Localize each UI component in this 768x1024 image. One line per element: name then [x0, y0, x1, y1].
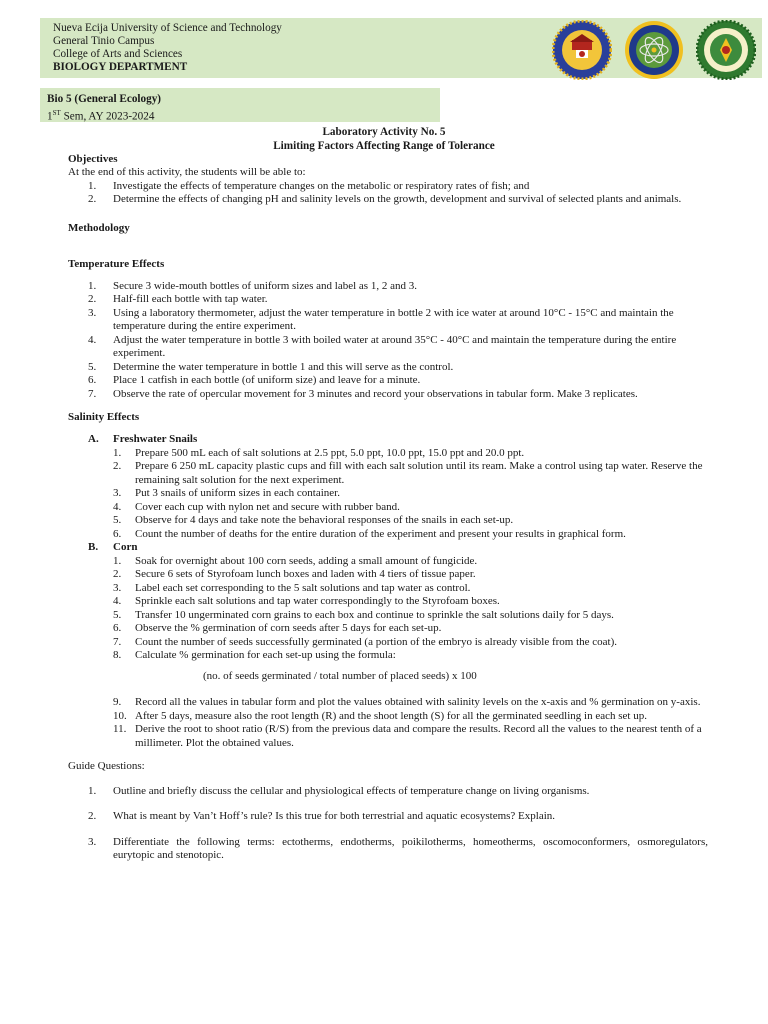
snails-heading: A. Freshwater Snails: [88, 433, 198, 445]
college-name: College of Arts and Sciences: [53, 48, 183, 60]
semester-year: Sem, AY 2023-2024: [60, 110, 155, 123]
list-item: 2. Secure 6 sets of Styrofoam lunch boxes and laden with 4 tiers of tissue paper.: [113, 568, 476, 580]
list-item: 5. Transfer 10 ungerminated corn grains to each box and continue to sprinkle the salt solutions daily for 5 days.: [113, 608, 614, 621]
list-item: 4. Adjust the water temperature in bottle 3 with boiled water at around 35°C - 40°C and maintain the temperature during the entire experiment.: [88, 333, 677, 359]
list-item: 3. Differentiate the following terms: ectotherms, endotherms, poikilotherms, homeotherms, oscomoconformers, osmoregulators, eurytopic and stenotopic.: [88, 835, 708, 861]
university-seal-logo: [552, 20, 612, 80]
list-item: 4. Cover each cup with nylon net and secure with rubber band.: [113, 500, 400, 513]
list-item: 1. Secure 3 wide-mouth bottles of uniform sizes and label as 1, 2 and 3.: [88, 279, 417, 292]
list-item: 6. Count the number of deaths for the entire duration of the experiment and present your results in graphical form.: [113, 527, 626, 540]
activity-title: Limiting Factors Affecting Range of Tolerance: [273, 140, 495, 152]
list-item: 9. Record all the values in tabular form and plot the values obtained with salinity levels on the x-axis and % germination on y-axis.: [113, 696, 701, 708]
university-name: Nueva Ecija University of Science and Technology: [53, 22, 282, 34]
salinity-heading: Salinity Effects: [68, 411, 140, 423]
department-name: BIOLOGY DEPARTMENT: [53, 61, 188, 73]
objective-2: Determine the effects of changing pH and salinity levels on the growth, development and survival of selected plants and animals.: [113, 193, 682, 205]
list-item: 11. Derive the root to shoot ratio (R/S) from the previous data and compare the results. Record all the values to the nearest tenth of a millimeter. Plot the obtained values.: [113, 723, 702, 749]
list-item: 1. Soak for overnight about 100 corn seeds, adding a small amount of fungicide.: [113, 554, 478, 567]
list-item: 8. Calculate % germination for each set-up using the formula:: [113, 649, 396, 661]
list-item: 10. After 5 days, measure also the root length (R) and the shoot length (S) for all the germinated seedling in each set up.: [113, 709, 647, 722]
logo-group: [552, 20, 762, 80]
course-block: [47, 92, 161, 124]
list-item: 1. Investigate the effects of temperature changes on the metabolic or respiratory rates of fish; and: [88, 179, 530, 192]
activity-title-block: [0, 125, 768, 153]
objectives-intro: At the end of this activity, the students will be able to:: [68, 166, 306, 178]
semester-number: 1: [47, 110, 53, 123]
methodology-heading: Methodology: [68, 221, 130, 234]
semester-line: [47, 106, 161, 124]
list-item: 4. Sprinkle each salt solutions and tap water correspondingly to the Styrofoam boxes.: [113, 595, 500, 607]
list-item: 1. Outline and briefly discuss the cellular and physiological effects of temperature change on living organisms.: [88, 784, 590, 797]
snails-list: [68, 447, 708, 542]
corn-list: [68, 555, 708, 751]
list-item: 3. Using a laboratory thermometer, adjust the water temperature in bottle 2 with ice water at around 10°C - 15°C and maintain the temperature during the entire experiment.: [88, 306, 674, 332]
list-item: 2. Prepare 6 250 mL capacity plastic cups and fill with each salt solution until its ream. Make a control using tap water. Reserve the remaining salt solution for the next experiment.: [113, 460, 703, 486]
list-item: 1. Prepare 500 mL each of salt solutions at 2.5 ppt, 5.0 ppt, 10.0 ppt, 15.0 ppt and 20.0 ppt.: [113, 446, 525, 459]
list-item: 5. Observe for 4 days and take note the behavioral responses of the snails in each set-up.: [113, 514, 514, 526]
arts-sciences-seal-logo: [624, 20, 684, 80]
temperature-list: [68, 280, 708, 402]
list-item: 7. Observe the rate of opercular movement for 3 minutes and record your observations in tabular form. Make 3 replicates.: [88, 387, 638, 400]
objectives-heading: Objectives: [68, 153, 118, 165]
campus-name: General Tinio Campus: [53, 35, 155, 47]
list-item: 7. Count the number of seeds successfully germinated (a portion of the embryo is already visible from the coat).: [113, 635, 618, 648]
list-item: 3. Put 3 snails of uniform sizes in each container.: [113, 487, 340, 499]
list-item: 6. Place 1 catfish in each bottle (of uniform size) and leave for a minute.: [88, 374, 421, 386]
institution-block: [53, 22, 282, 74]
course-title: Bio 5 (General Ecology): [47, 93, 162, 105]
list-item: 2. What is meant by Van’t Hoff’s rule? Is this true for both terrestrial and aquatic ecosystems? Explain.: [88, 810, 556, 822]
guide-heading: Guide Questions:: [68, 760, 145, 772]
germination-formula: (no. of seeds germinated / total number of placed seeds) x 100: [203, 669, 477, 682]
corn-heading: B. Corn: [88, 541, 138, 553]
list-item: 5. Determine the water temperature in bottle 1 and this will serve as the control.: [88, 360, 454, 373]
semester-ordinal: ST: [52, 109, 61, 117]
list-item: 2. Half-fill each bottle with tap water.: [88, 293, 268, 305]
temperature-heading: Temperature Effects: [68, 257, 165, 270]
list-item: 6. Observe the % germination of corn seeds after 5 days for each set-up.: [113, 622, 442, 634]
activity-number: Laboratory Activity No. 5: [322, 126, 446, 138]
list-item: 3. Label each set corresponding to the 5 salt solutions and tap water as control.: [113, 581, 471, 594]
list-item: 2. Determine the effects of changing pH and salinity levels on the growth, development and survival of selected plants and animals.: [88, 193, 682, 205]
objective-1: Investigate the effects of temperature changes on the metabolic or respiratory rates of fish; and: [113, 179, 530, 192]
document-body: [68, 152, 708, 863]
campus-seal-logo: [696, 20, 756, 80]
